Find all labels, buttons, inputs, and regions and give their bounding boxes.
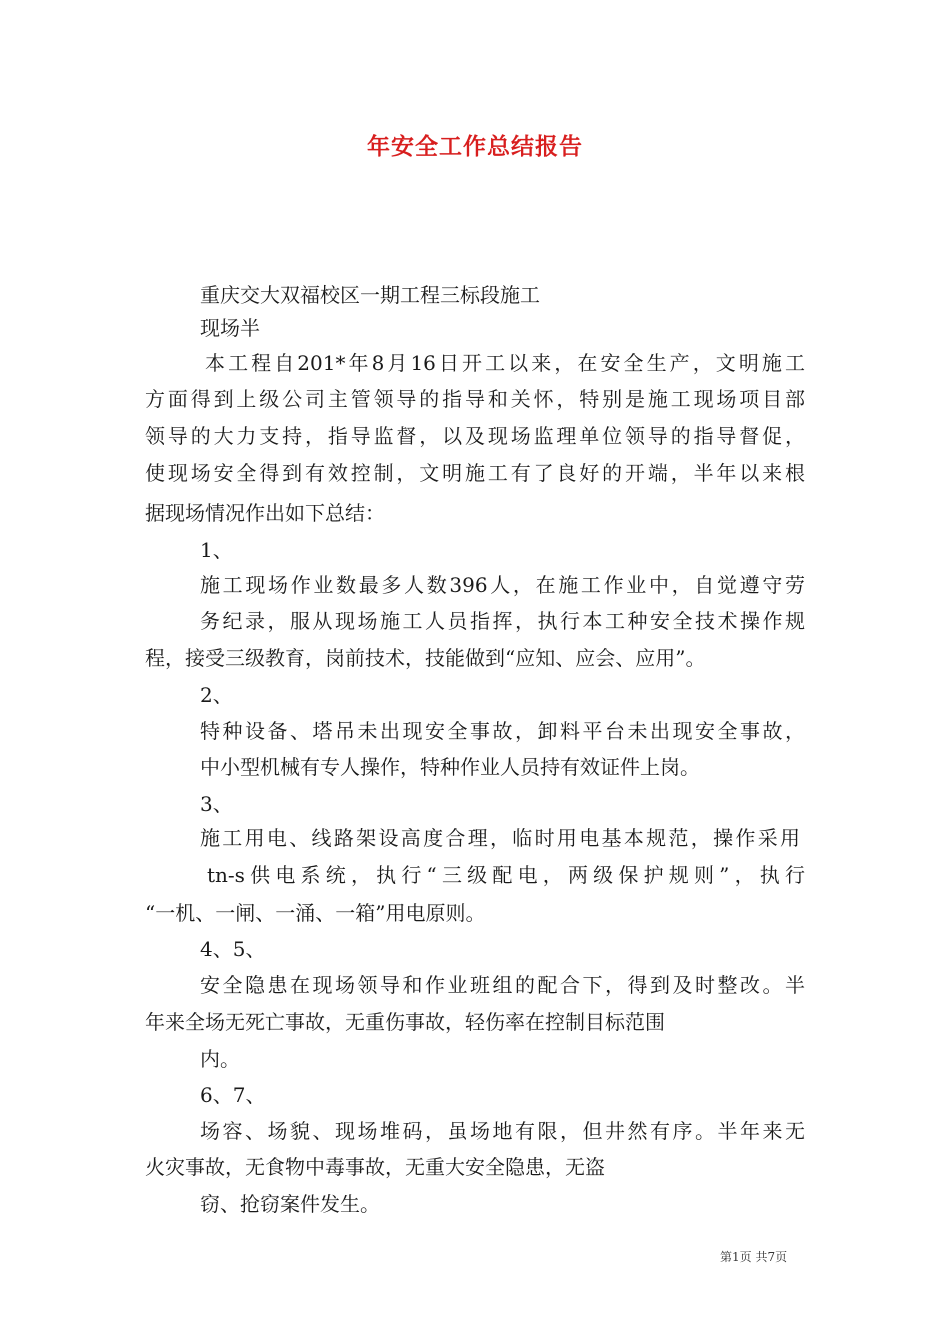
text-line: 重庆交大双福校区一期工程三标段施工 <box>200 283 540 307</box>
text-line: 4、5、 <box>200 937 266 961</box>
text-line: tn-s供电系统，执行“三级配电，两级保护规则”，执行 <box>207 863 805 887</box>
text-line: 3、 <box>200 792 233 816</box>
text-line: 中小型机械有专人操作，特种作业人员持有效证件上岗。 <box>200 755 700 779</box>
text-line: 领导的大力支持，指导监督，以及现场监理单位领导的指导督促， <box>145 424 805 448</box>
text-line: 本工程自201*年8月16日开工以来，在安全生产，文明施工 <box>205 351 805 375</box>
text-line: 内。 <box>200 1047 240 1071</box>
text-line: 方面得到上级公司主管领导的指导和关怀，特别是施工现场项目部 <box>145 387 805 411</box>
text-line: 程，接受三级教育，岗前技术，技能做到“应知、应会、应用”。 <box>145 646 706 670</box>
text-line: 火灾事故，无食物中毒事故，无重大安全隐患，无盗 <box>145 1155 605 1179</box>
text-line: 安全隐患在现场领导和作业班组的配合下，得到及时整改。半 <box>200 973 805 997</box>
text-line: 施工现场作业数最多人数396人，在施工作业中，自觉遵守劳 <box>200 573 805 597</box>
text-line: “一机、一闸、一涌、一箱”用电原则。 <box>145 901 486 925</box>
text-line: 使现场安全得到有效控制，文明施工有了良好的开端，半年以来根 <box>145 461 805 485</box>
text-line: 窃、抢窃案件发生。 <box>200 1192 380 1216</box>
text-line: 据现场情况作出如下总结： <box>145 501 385 525</box>
page-title: 年安全工作总结报告 <box>367 133 583 160</box>
text-line: 现场半 <box>200 316 260 340</box>
text-line: 6、7、 <box>200 1083 266 1107</box>
text-line: 年来全场无死亡事故，无重伤事故，轻伤率在控制目标范围 <box>145 1010 665 1034</box>
text-line: 特种设备、塔吊未出现安全事故，卸料平台未出现安全事故， <box>200 719 805 743</box>
text-line: 1、 <box>200 538 233 562</box>
text-line: 务纪录，服从现场施工人员指挥，执行本工种安全技术操作规 <box>200 609 805 633</box>
text-line: 施工用电、线路架设高度合理，临时用电基本规范，操作采用 <box>200 826 800 850</box>
text-line: 2、 <box>200 683 233 707</box>
text-line: 场容、场貌、现场堆码，虽场地有限，但井然有序。半年来无 <box>200 1119 805 1143</box>
page-footer: 第1页 共7页 <box>720 1250 788 1264</box>
